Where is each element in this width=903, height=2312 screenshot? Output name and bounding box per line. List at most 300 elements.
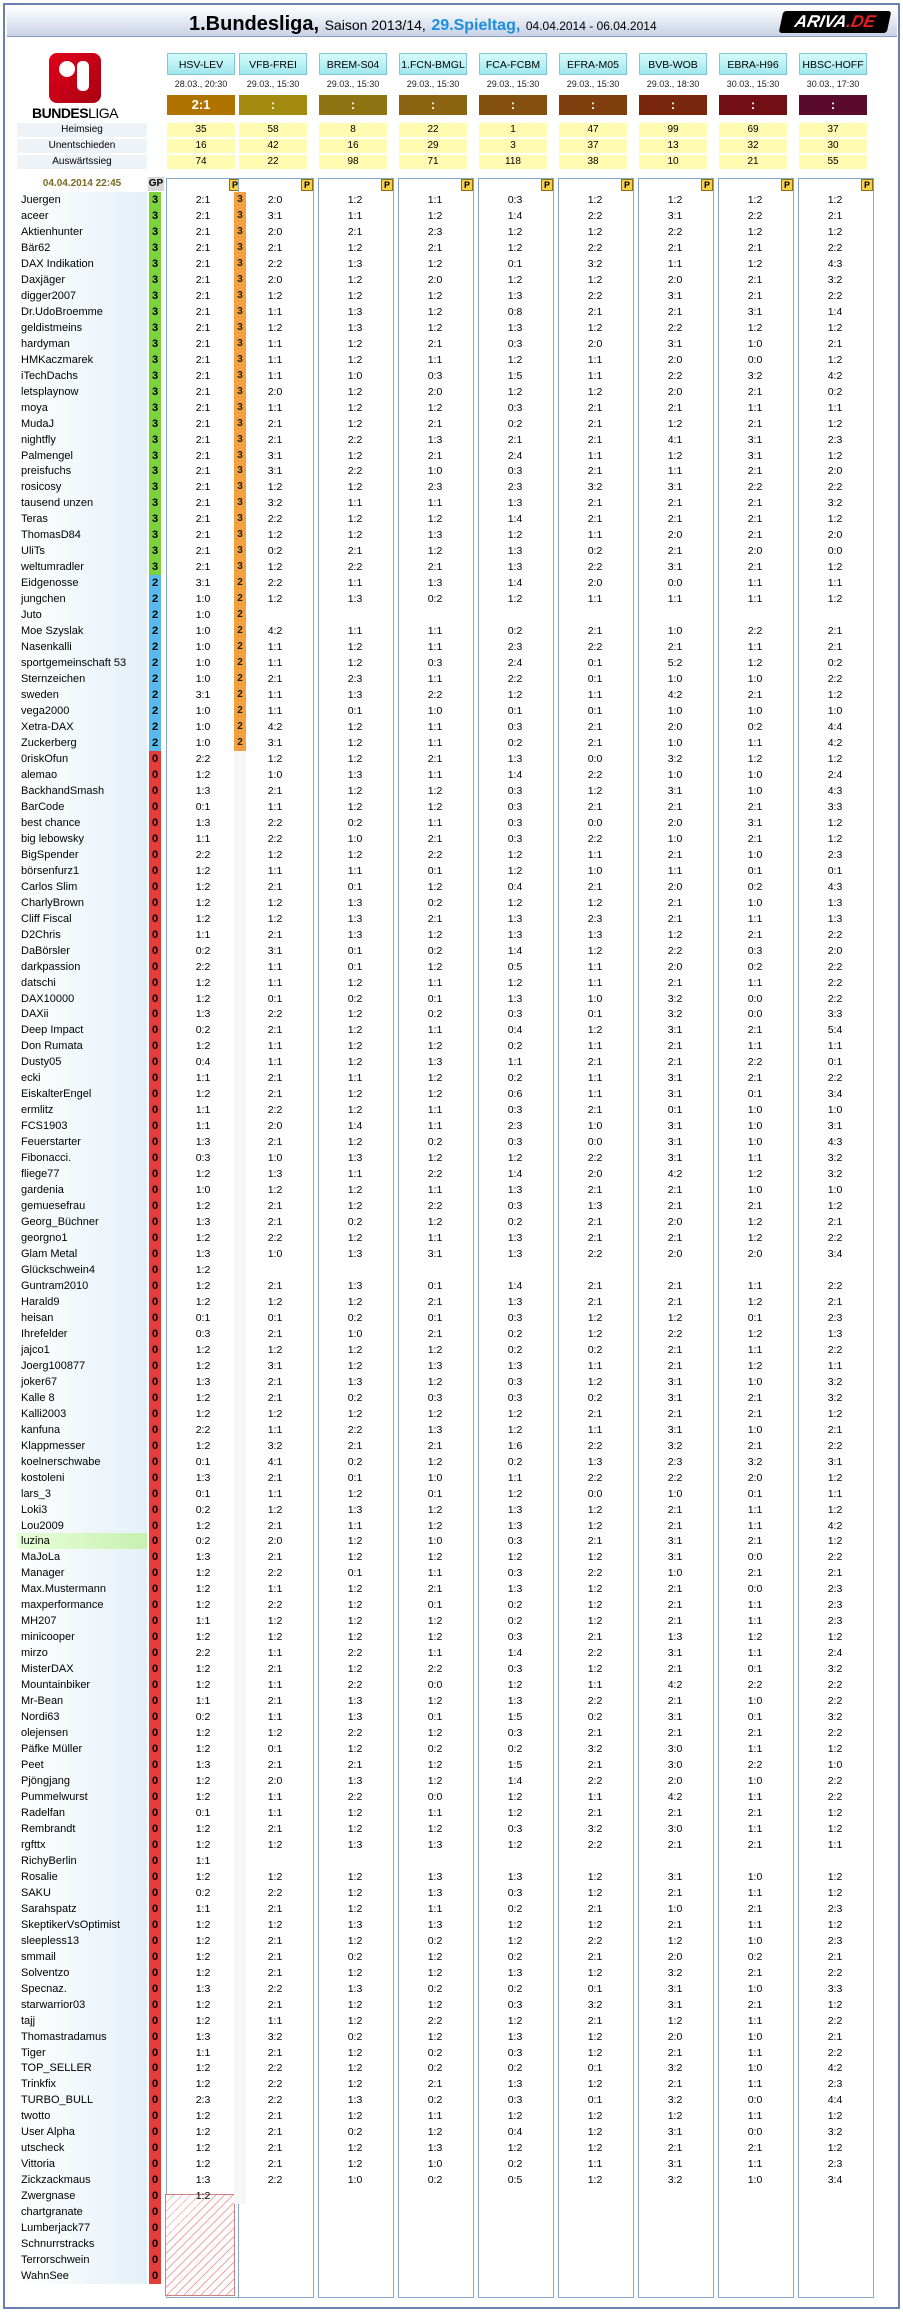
participant-name[interactable]: ecki <box>17 1070 147 1086</box>
tip-cell: 2:3 <box>827 1934 843 1947</box>
tip-cell: 1:1 <box>427 816 443 829</box>
tip-cell: 0:1 <box>427 992 443 1005</box>
participant-name[interactable]: Georg_Büchner <box>17 1214 147 1230</box>
participant-name[interactable]: mirzo <box>17 1645 147 1661</box>
participant-name[interactable]: iTechDachs <box>17 368 147 384</box>
tip-cell: 1:2 <box>667 194 683 206</box>
participant-name[interactable]: fliege77 <box>17 1166 147 1182</box>
tip-cell: 1:1 <box>267 353 283 366</box>
tip-cell: 3:1 <box>747 816 763 829</box>
participant-name[interactable]: Nasenkalli <box>17 639 147 655</box>
tip-cell: 0:1 <box>827 1056 843 1069</box>
match-header-7[interactable]: EBRA-H96 <box>719 53 787 75</box>
tip-cell: 1:1 <box>747 1503 763 1516</box>
total-points: 0 <box>149 1981 161 1997</box>
match-points: 3 <box>234 432 246 448</box>
tip-cell: 1:2 <box>587 1663 603 1676</box>
tip-cell: 1:2 <box>195 1088 211 1101</box>
table-row <box>5 2092 902 2108</box>
points-toggle-button[interactable]: P <box>701 179 713 191</box>
tip-cell: 2:1 <box>195 305 211 318</box>
participant-name[interactable]: D2Chris <box>17 927 147 943</box>
tip-cell: 2:2 <box>827 1279 843 1292</box>
tip-cell: 1:2 <box>747 657 763 670</box>
tip-cell: 2:1 <box>267 1663 283 1676</box>
participant-name[interactable]: SAKU <box>17 1885 147 1901</box>
participant-name[interactable]: MisterDAX <box>17 1661 147 1677</box>
participant-name[interactable]: DaBörsler <box>17 943 147 959</box>
tip-cell: 1:0 <box>747 2062 763 2075</box>
participant-name[interactable]: MaJoLa <box>17 1549 147 1565</box>
table-row <box>5 767 902 783</box>
total-points: 0 <box>149 2108 161 2124</box>
participant-name[interactable]: börsenfurz1 <box>17 863 147 879</box>
participant-name[interactable]: Feuerstarter <box>17 1134 147 1150</box>
participant-name[interactable]: Zwergnase <box>17 2188 147 2204</box>
participant-name[interactable]: CharlyBrown <box>17 895 147 911</box>
participant-name[interactable]: ThomasD84 <box>17 527 147 543</box>
tip-cell: 1:0 <box>747 784 763 797</box>
tip-cell: 3:1 <box>667 1120 683 1133</box>
match-header-4[interactable]: FCA-FCBM <box>479 53 547 75</box>
tip-cell: 1:2 <box>587 2142 603 2155</box>
table-row <box>5 1086 902 1102</box>
tip-cell: 1:2 <box>195 1870 211 1883</box>
tip-cell: 1:2 <box>347 1407 363 1420</box>
participant-name[interactable]: Don Rumata <box>17 1038 147 1054</box>
total-points: 0 <box>149 975 161 991</box>
participant-name[interactable]: Trinkfix <box>17 2076 147 2092</box>
participant-name[interactable]: starwarrior03 <box>17 1997 147 2013</box>
tip-cell: 3:1 <box>267 736 283 749</box>
participant-name[interactable]: Solventzo <box>17 1965 147 1981</box>
bundesliga-mark-icon <box>49 53 101 103</box>
participant-name[interactable]: MH207 <box>17 1613 147 1629</box>
participant-name[interactable]: Lou2009 <box>17 1518 147 1534</box>
total-points: 0 <box>149 1150 161 1166</box>
participant-name[interactable]: UliTs <box>17 543 147 559</box>
participant-name[interactable]: Aktienhunter <box>17 224 147 240</box>
tip-cell: 0:2 <box>347 1216 363 1229</box>
table-row <box>5 2204 902 2220</box>
ariva-logo[interactable] <box>779 11 892 33</box>
participant-name[interactable]: DAX10000 <box>17 991 147 1007</box>
participant-name[interactable]: Tiger <box>17 2045 147 2061</box>
participant-name[interactable]: Glam Metal <box>17 1246 147 1262</box>
total-points: 0 <box>149 815 161 831</box>
participant-name[interactable]: Guntram2010 <box>17 1278 147 1294</box>
participant-name[interactable]: BigSpender <box>17 847 147 863</box>
tip-cell: 2:2 <box>827 1791 843 1803</box>
participant-name[interactable]: rosicosy <box>17 479 147 495</box>
tip-cell: 1:2 <box>347 1886 363 1899</box>
participant-name[interactable]: maxperformance <box>17 1597 147 1613</box>
participant-name[interactable]: Zickzackmaus <box>17 2172 147 2188</box>
participant-name[interactable]: Deep Impact <box>17 1022 147 1038</box>
tip-cell: 1:2 <box>747 257 763 270</box>
tip-cell: 1:2 <box>587 1615 603 1628</box>
tip-cell: 1:1 <box>267 337 283 350</box>
participant-name[interactable]: vega2000 <box>17 703 147 719</box>
tip-cell: 2:1 <box>667 1806 683 1819</box>
tip-cell: 1:1 <box>427 1232 443 1245</box>
participant-name[interactable]: alemao <box>17 767 147 783</box>
participant-name[interactable]: letsplaynow <box>17 384 147 400</box>
tip-cell: 2:1 <box>827 1950 843 1963</box>
participant-name[interactable]: geldistmeins <box>17 320 147 336</box>
participant-name[interactable]: HMKaczmarek <box>17 352 147 368</box>
match-date: 29.03., 18:30 <box>646 79 700 89</box>
participant-name[interactable]: TOP_SELLER <box>17 2060 147 2076</box>
participant-name[interactable]: Juto <box>17 607 147 623</box>
participant-name[interactable]: Carlos Slim <box>17 879 147 895</box>
tip-cell: 2:1 <box>195 257 211 270</box>
tip-cell: 1:1 <box>827 1838 843 1851</box>
tip-cell: 1:1 <box>587 1679 603 1692</box>
match-score: : <box>719 95 787 115</box>
participant-name[interactable]: minicooper <box>17 1629 147 1645</box>
table-row <box>5 2156 902 2172</box>
participant-name[interactable]: gardenia <box>17 1182 147 1198</box>
tip-cell: 1:0 <box>747 1104 763 1117</box>
participant-name[interactable]: Rembrandt <box>17 1821 147 1837</box>
participant-name[interactable]: nightfly <box>17 432 147 448</box>
points-toggle-button[interactable]: P <box>461 179 473 191</box>
tip-cell: 2:2 <box>587 832 603 845</box>
points-toggle-button[interactable]: P <box>301 179 313 191</box>
tip-cell: 1:2 <box>195 2142 211 2155</box>
tip-cell: 2:2 <box>587 209 603 222</box>
participant-name[interactable]: chartgranate <box>17 2204 147 2220</box>
participant-name[interactable]: Fibonacci. <box>17 1150 147 1166</box>
total-points: 0 <box>149 1198 161 1214</box>
tip-cell: 1:2 <box>195 912 211 925</box>
tip-cell: 2:1 <box>195 385 211 398</box>
tip-cell: 2:1 <box>427 1295 443 1308</box>
tip-cell: 2:2 <box>827 976 843 989</box>
tip-cell: 1:1 <box>267 1583 283 1596</box>
participant-name[interactable]: digger2007 <box>17 288 147 304</box>
total-points: 3 <box>149 479 161 495</box>
table-row <box>5 975 902 991</box>
tip-cell: 0:2 <box>427 944 443 957</box>
tip-cell: 1:1 <box>507 1471 523 1484</box>
participant-name[interactable]: Mr-Bean <box>17 1693 147 1709</box>
tip-cell: 2:1 <box>667 1519 683 1532</box>
match-points: 3 <box>234 416 246 432</box>
participant-name[interactable]: Moe Szyslak <box>17 623 147 639</box>
participant-name[interactable]: moya <box>17 400 147 416</box>
table-row <box>5 1006 902 1022</box>
points-toggle-button[interactable]: P <box>229 179 241 191</box>
tip-cell: 1:0 <box>195 625 211 638</box>
participant-name[interactable]: preisfuchs <box>17 463 147 479</box>
participant-name[interactable]: sportgemeinschaft 53 <box>17 655 147 671</box>
tip-cell: 1:4 <box>507 1647 523 1660</box>
tip-cell: 1:2 <box>347 800 363 813</box>
participant-name[interactable]: jungchen <box>17 591 147 607</box>
participant-name[interactable]: rgfttx <box>17 1837 147 1853</box>
tip-cell: 2:1 <box>667 2078 683 2091</box>
participant-name[interactable]: Xetra-DAX <box>17 719 147 735</box>
participant-name[interactable]: Zuckerberg <box>17 735 147 751</box>
participant-name[interactable]: User Alpha <box>17 2124 147 2140</box>
total-points: 0 <box>149 1390 161 1406</box>
participant-name[interactable]: twotto <box>17 2108 147 2124</box>
participant-name[interactable]: Loki3 <box>17 1502 147 1518</box>
tip-cell: 1:1 <box>427 1120 443 1133</box>
match-header-3[interactable]: 1.FCN-BMGL <box>399 53 467 75</box>
participant-name[interactable]: Dr.UdoBroemme <box>17 304 147 320</box>
participant-name[interactable]: best chance <box>17 815 147 831</box>
participant-name[interactable]: EiskalterEngel <box>17 1086 147 1102</box>
participant-name[interactable]: Radelfan <box>17 1805 147 1821</box>
match-points: 3 <box>234 479 246 495</box>
tip-cell: 2:1 <box>827 209 843 222</box>
tip-cell: 2:1 <box>267 784 283 797</box>
title-season: Saison 2013/14, <box>324 17 426 33</box>
participant-name[interactable]: Max.Mustermann <box>17 1581 147 1597</box>
participant-name[interactable]: Manager <box>17 1565 147 1581</box>
tip-cell: 1:2 <box>347 1551 363 1564</box>
tip-cell: 0:2 <box>347 1950 363 1963</box>
table-row <box>5 1038 902 1054</box>
participant-name[interactable]: MudaJ <box>17 416 147 432</box>
match-header-5[interactable]: EFRA-M05 <box>559 53 627 75</box>
tip-cell: 1:2 <box>747 194 763 206</box>
tip-cell: 0:4 <box>507 880 523 893</box>
participant-name[interactable]: Vittoria <box>17 2156 147 2172</box>
tip-cell: 0:2 <box>347 2030 363 2043</box>
participant-name[interactable]: Specnaz. <box>17 1981 147 1997</box>
match-header-0[interactable]: HSV-LEV <box>167 53 235 75</box>
participant-name[interactable]: Cliff Fiscal <box>17 911 147 927</box>
tip-cell: 1:1 <box>267 657 283 670</box>
tip-cell: 1:3 <box>827 912 843 925</box>
tip-cell: 2:2 <box>347 433 363 446</box>
tip-cell: 1:2 <box>587 225 603 238</box>
tip-cell: 1:2 <box>195 1263 211 1276</box>
participant-name[interactable]: Palmengel <box>17 448 147 464</box>
participant-name[interactable]: Klappmesser <box>17 1438 147 1454</box>
participant-name[interactable]: luzina <box>17 1533 147 1549</box>
table-row <box>5 400 902 416</box>
participant-name[interactable]: Rosalie <box>17 1869 147 1885</box>
tip-cell: 1:2 <box>827 513 843 526</box>
match-points: 3 <box>234 224 246 240</box>
table-row <box>5 2188 902 2204</box>
participant-name[interactable]: Pjöngjang <box>17 1773 147 1789</box>
tip-cell: 1:2 <box>747 752 763 765</box>
participant-name[interactable]: Bär62 <box>17 240 147 256</box>
tip-cell: 2:1 <box>267 1695 283 1708</box>
tip-cell: 1:2 <box>195 1168 211 1181</box>
participant-name[interactable]: BarCode <box>17 799 147 815</box>
points-toggle-button[interactable]: P <box>781 179 793 191</box>
participant-name[interactable]: WahnSee <box>17 2268 147 2284</box>
participant-name[interactable]: jajco1 <box>17 1342 147 1358</box>
participant-name[interactable]: kanfuna <box>17 1422 147 1438</box>
participant-name[interactable]: tausend unzen <box>17 495 147 511</box>
participant-name[interactable]: aceer <box>17 208 147 224</box>
match-points <box>234 2252 246 2268</box>
tip-cell: 1:3 <box>427 1359 443 1372</box>
tip-cell: 2:1 <box>587 1232 603 1245</box>
tip-cell: 1:2 <box>195 2078 211 2091</box>
participant-name[interactable]: Mountainbiker <box>17 1677 147 1693</box>
points-toggle-button[interactable]: P <box>621 179 633 191</box>
participant-name[interactable]: gemuesefrau <box>17 1198 147 1214</box>
tip-cell: 0:3 <box>507 1822 523 1835</box>
total-points: 0 <box>149 1118 161 1134</box>
tip-cell: 0:1 <box>587 657 603 670</box>
participant-name[interactable]: Sternzeichen <box>17 671 147 687</box>
tip-cell: 2:1 <box>667 2142 683 2155</box>
participant-name[interactable]: DAX Indikation <box>17 256 147 272</box>
table-row <box>5 192 902 208</box>
tip-cell: 1:0 <box>195 673 211 686</box>
total-points: 0 <box>149 1693 161 1709</box>
participant-name[interactable]: TURBO_BULL <box>17 2092 147 2108</box>
tip-cell: 1:3 <box>427 2142 443 2155</box>
tip-cell: 2:1 <box>667 497 683 510</box>
participant-name[interactable]: smmail <box>17 1949 147 1965</box>
participant-name[interactable]: Kalle 8 <box>17 1390 147 1406</box>
table-row <box>5 719 902 735</box>
points-toggle-button[interactable]: P <box>381 179 393 191</box>
match-points: 3 <box>234 304 246 320</box>
participant-name[interactable]: Juergen <box>17 192 147 208</box>
tip-cell: 2:0 <box>267 385 283 398</box>
match-header-8[interactable]: HBSC-HOFF <box>799 53 867 75</box>
tip-cell: 3:1 <box>667 1024 683 1037</box>
tip-cell: 2:3 <box>195 2094 211 2107</box>
participant-name[interactable]: Harald9 <box>17 1294 147 1310</box>
participant-name[interactable]: heisan <box>17 1310 147 1326</box>
title-gameday[interactable]: 29.Spieltag, <box>431 17 521 34</box>
total-points: 0 <box>149 1869 161 1885</box>
tip-cell: 1:2 <box>267 321 283 334</box>
table-row <box>5 1182 902 1198</box>
participant-name[interactable]: darkpassion <box>17 959 147 975</box>
table-row <box>5 1454 902 1470</box>
participant-name[interactable]: RichyBerlin <box>17 1853 147 1869</box>
tip-cell: 2:2 <box>267 1567 283 1580</box>
participant-name[interactable]: Päfke Müller <box>17 1741 147 1757</box>
participant-name[interactable]: big lebowsky <box>17 831 147 847</box>
participant-name[interactable]: ermlitz <box>17 1102 147 1118</box>
participant-name[interactable]: hardyman <box>17 336 147 352</box>
match-header-6[interactable]: BVB-WOB <box>639 53 707 75</box>
participant-name[interactable]: 0riskOfun <box>17 751 147 767</box>
tip-cell: 4:2 <box>827 1519 843 1532</box>
participant-name[interactable]: FCS1903 <box>17 1118 147 1134</box>
match-header-2[interactable]: BREM-S04 <box>319 53 387 75</box>
tip-cell: 2:0 <box>267 1535 283 1548</box>
participant-name[interactable]: Sarahspatz <box>17 1901 147 1917</box>
participant-name[interactable]: SkeptikerVsOptimist <box>17 1917 147 1933</box>
tip-cell: 1:0 <box>747 1375 763 1388</box>
participant-name[interactable]: Teras <box>17 511 147 527</box>
tip-cell: 1:0 <box>667 673 683 686</box>
participant-name[interactable]: sleepless13 <box>17 1933 147 1949</box>
table-row <box>5 463 902 479</box>
points-toggle-button[interactable]: P <box>541 179 553 191</box>
participant-name[interactable]: koelnerschwabe <box>17 1454 147 1470</box>
tip-cell: 1:2 <box>195 1583 211 1596</box>
points-toggle-button[interactable]: P <box>861 179 873 191</box>
tip-cell: 2:1 <box>667 896 683 909</box>
participant-name[interactable]: Dusty05 <box>17 1054 147 1070</box>
tip-cell: 3:1 <box>667 1391 683 1404</box>
participant-name[interactable]: Peet <box>17 1757 147 1773</box>
participant-name[interactable]: Pummelwurst <box>17 1789 147 1805</box>
participant-name[interactable]: kostoleni <box>17 1470 147 1486</box>
participant-name[interactable]: BackhandSmash <box>17 783 147 799</box>
tip-cell: 1:1 <box>427 641 443 654</box>
total-points: 3 <box>149 432 161 448</box>
participant-name[interactable]: Thomastradamus <box>17 2029 147 2045</box>
tip-cell: 1:3 <box>507 1503 523 1516</box>
participant-name[interactable]: Terrorschwein <box>17 2252 147 2268</box>
participant-name[interactable]: joker67 <box>17 1374 147 1390</box>
total-points: 2 <box>149 639 161 655</box>
participant-name[interactable]: datschi <box>17 975 147 991</box>
tip-cell: 1:1 <box>267 1711 283 1724</box>
participant-name[interactable]: olejensen <box>17 1725 147 1741</box>
participant-name[interactable]: lars_3 <box>17 1486 147 1502</box>
participant-name[interactable]: Joerg100877 <box>17 1358 147 1374</box>
participant-name[interactable]: Lumberjack77 <box>17 2220 147 2236</box>
participant-name[interactable]: utscheck <box>17 2140 147 2156</box>
participant-name[interactable]: Nordi63 <box>17 1709 147 1725</box>
participant-name[interactable]: Glückschwein4 <box>17 1262 147 1278</box>
tip-cell: 1:3 <box>347 928 363 941</box>
participant-name[interactable]: Daxjäger <box>17 272 147 288</box>
tip-cell: 3:2 <box>827 1375 843 1388</box>
participant-name[interactable]: sweden <box>17 687 147 703</box>
table-row <box>5 1949 902 1965</box>
match-header-1[interactable]: VFB-FREI <box>239 53 307 75</box>
tip-cell: 2:0 <box>747 1471 763 1484</box>
tip-cell: 1:1 <box>267 1040 283 1053</box>
tip-cell: 1:2 <box>347 1743 363 1756</box>
participant-name[interactable]: Kalli2003 <box>17 1406 147 1422</box>
total-points: 0 <box>149 1230 161 1246</box>
tip-cell: 3:1 <box>667 2158 683 2171</box>
tip-cell: 2:2 <box>267 832 283 845</box>
participant-name[interactable]: georgno1 <box>17 1230 147 1246</box>
participant-name[interactable]: tajj <box>17 2013 147 2029</box>
participant-name[interactable]: weltumradler <box>17 559 147 575</box>
tip-cell: 1:3 <box>507 561 523 574</box>
total-points: 3 <box>149 320 161 336</box>
participant-name[interactable]: DAXii <box>17 1006 147 1022</box>
tip-cell: 0:1 <box>195 1806 211 1819</box>
tip-cell: 1:2 <box>267 593 283 606</box>
tip-cell: 2:2 <box>267 513 283 526</box>
table-row <box>5 2140 902 2156</box>
tip-cell: 3:1 <box>747 449 763 462</box>
participant-name[interactable]: Schnurrstracks <box>17 2236 147 2252</box>
tip-cell: 2:1 <box>587 1056 603 1069</box>
participant-name[interactable]: Ihrefelder <box>17 1326 147 1342</box>
tip-cell: 1:0 <box>195 641 211 654</box>
participant-name[interactable]: Eidgenosse <box>17 575 147 591</box>
tip-cell: 0:2 <box>427 2174 443 2187</box>
tip-cell: 1:1 <box>747 2046 763 2059</box>
tip-cell: 2:0 <box>587 1168 603 1181</box>
